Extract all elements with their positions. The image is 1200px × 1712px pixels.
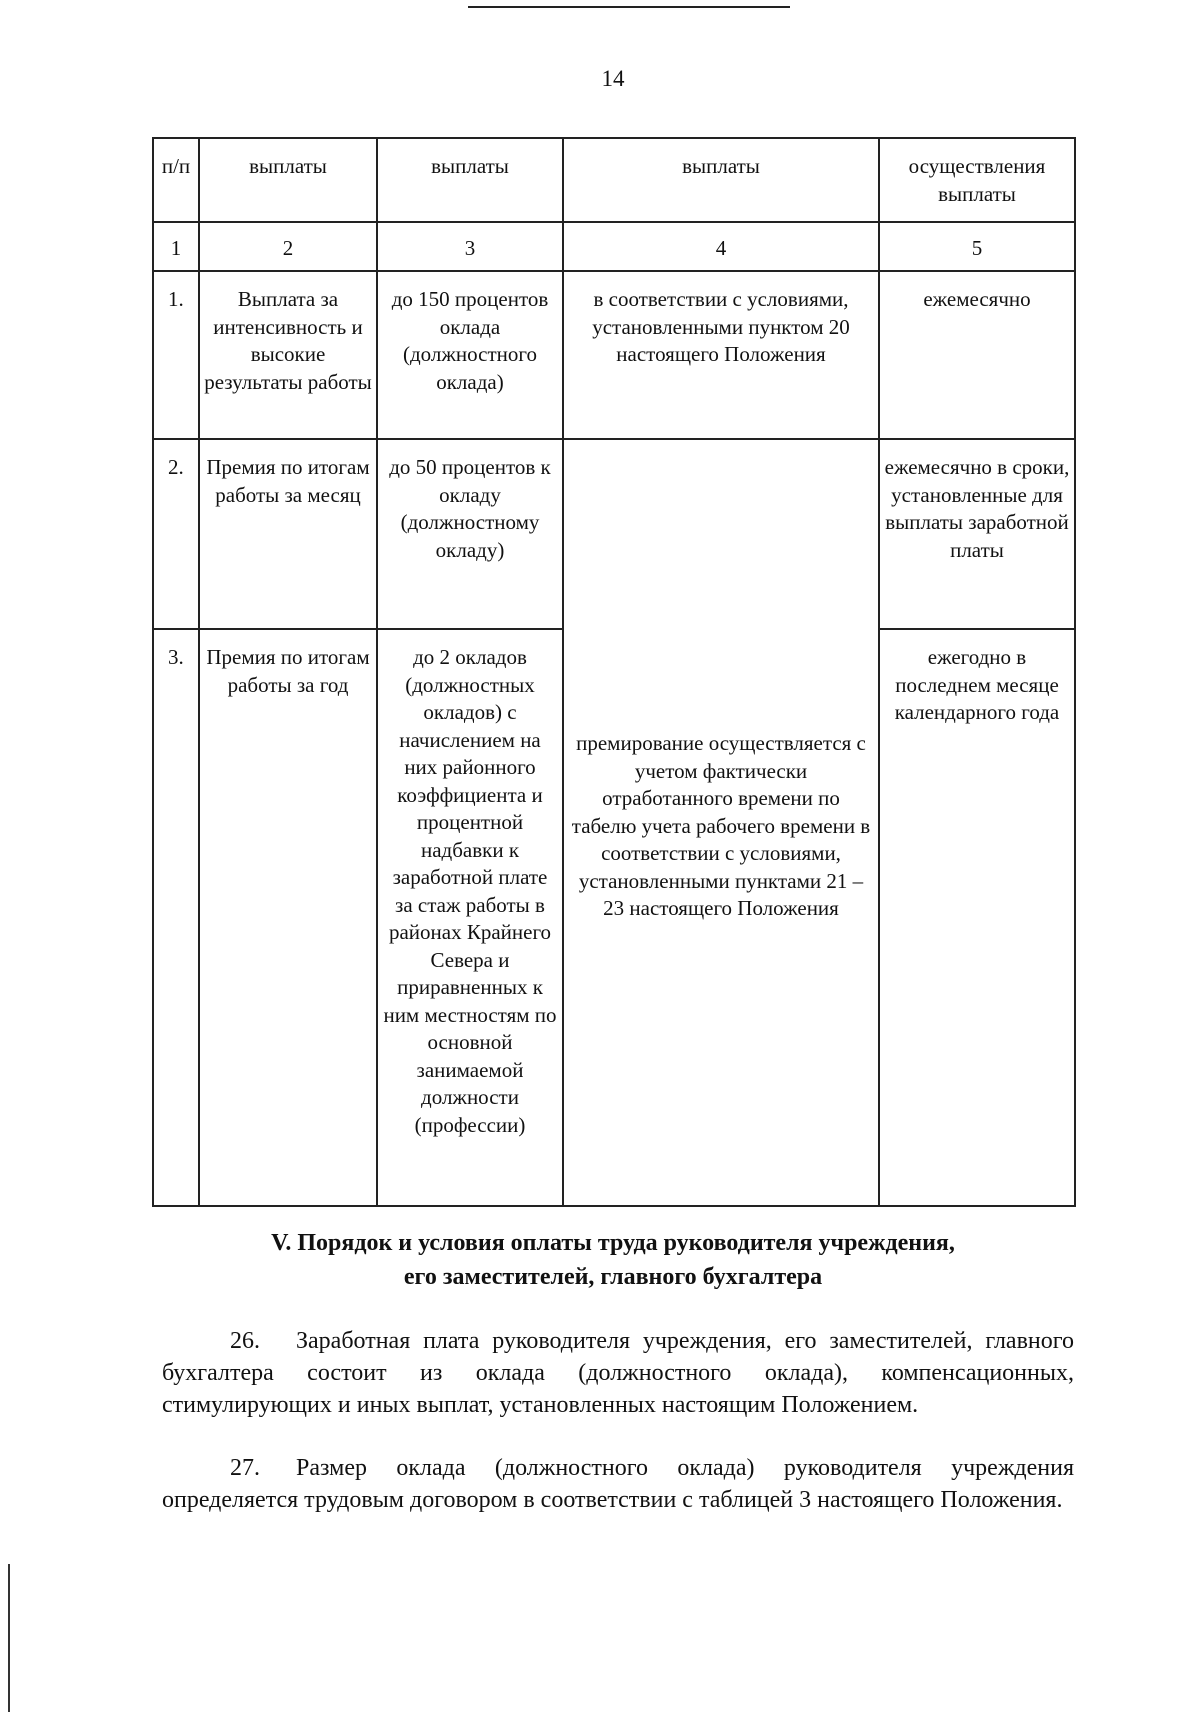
payment-name: Выплата за интенсивность и высокие результаты работы xyxy=(199,271,377,439)
payment-amount: до 50 процентов к окладу (должностному окладу) xyxy=(377,439,563,629)
payment-name: Премия по итогам работы за месяц xyxy=(199,439,377,629)
paragraph-number: 26. xyxy=(230,1328,260,1354)
column-number: 5 xyxy=(879,222,1075,271)
payments-table xyxy=(152,137,1074,1207)
header-cell: выплаты xyxy=(199,138,377,222)
scan-edge-mark xyxy=(8,1564,10,1712)
payment-amount: до 150 процентов оклада (должностного оклада) xyxy=(377,271,563,439)
page-number: 14 xyxy=(601,66,625,91)
column-number: 4 xyxy=(563,222,879,271)
header-cell: п/п xyxy=(153,138,199,222)
column-number: 3 xyxy=(377,222,563,271)
payment-frequency: ежемесячно в сроки, установленные для выплаты заработной платы xyxy=(879,439,1075,629)
table-header-row xyxy=(153,138,1075,222)
header-cell: осуществления выплаты xyxy=(879,138,1075,222)
row-number: 3. xyxy=(153,629,199,1206)
section-title xyxy=(150,1226,1076,1294)
merged-payment-conditions: премирование осуществляется с учетом фактически отработанного времени по табелю учета рабочего времени в соответствии с условиями, установленными пунктами 21 – 23 настоящего Положения xyxy=(563,439,879,1206)
section-title-line: его заместителей, главного бухгалтера xyxy=(403,1264,823,1290)
row-number: 2. xyxy=(153,439,199,629)
paragraph-26 xyxy=(162,1325,1074,1421)
payment-name: Премия по итогам работы за год xyxy=(199,629,377,1206)
section-title-line: V. Порядок и условия оплаты труда руководителя учреждения, xyxy=(271,1230,955,1256)
paragraph-number: 27. xyxy=(230,1455,260,1481)
payment-frequency: ежегодно в последнем месяце календарного года xyxy=(879,629,1075,1206)
header-cell: выплаты xyxy=(377,138,563,222)
payment-frequency: ежемесячно xyxy=(879,271,1075,439)
payment-conditions: в соответствии с условиями, установленными пунктом 20 настоящего Положения xyxy=(563,271,879,439)
table-row xyxy=(153,439,1075,629)
paragraph-text: Заработная плата руководителя учреждения, его заместителей, главного бухгалтера состоит из оклада (должностного оклада), компенсационных, стимулирующих и иных выплат, установленных настоящим Положением. xyxy=(162,1328,1074,1418)
column-number: 1 xyxy=(153,222,199,271)
paragraph-27 xyxy=(162,1452,1074,1516)
header-cell: выплаты xyxy=(563,138,879,222)
paragraph-text: Размер оклада (должностного оклада) руководителя учреждения определяется трудовым договором в соответствии с таблицей 3 настоящего Положения. xyxy=(162,1455,1074,1513)
payment-amount: до 2 окладов (должностных окладов) с начислением на них районного коэффициента и процентной надбавки к заработной плате за стаж работы в районах Крайнего Севера и приравненных к ним местностям по основной занимаемой должности (профессии) xyxy=(377,629,563,1206)
top-rule xyxy=(468,6,790,8)
row-number: 1. xyxy=(153,271,199,439)
column-number-row xyxy=(153,222,1075,271)
column-number: 2 xyxy=(199,222,377,271)
table-row xyxy=(153,271,1075,439)
